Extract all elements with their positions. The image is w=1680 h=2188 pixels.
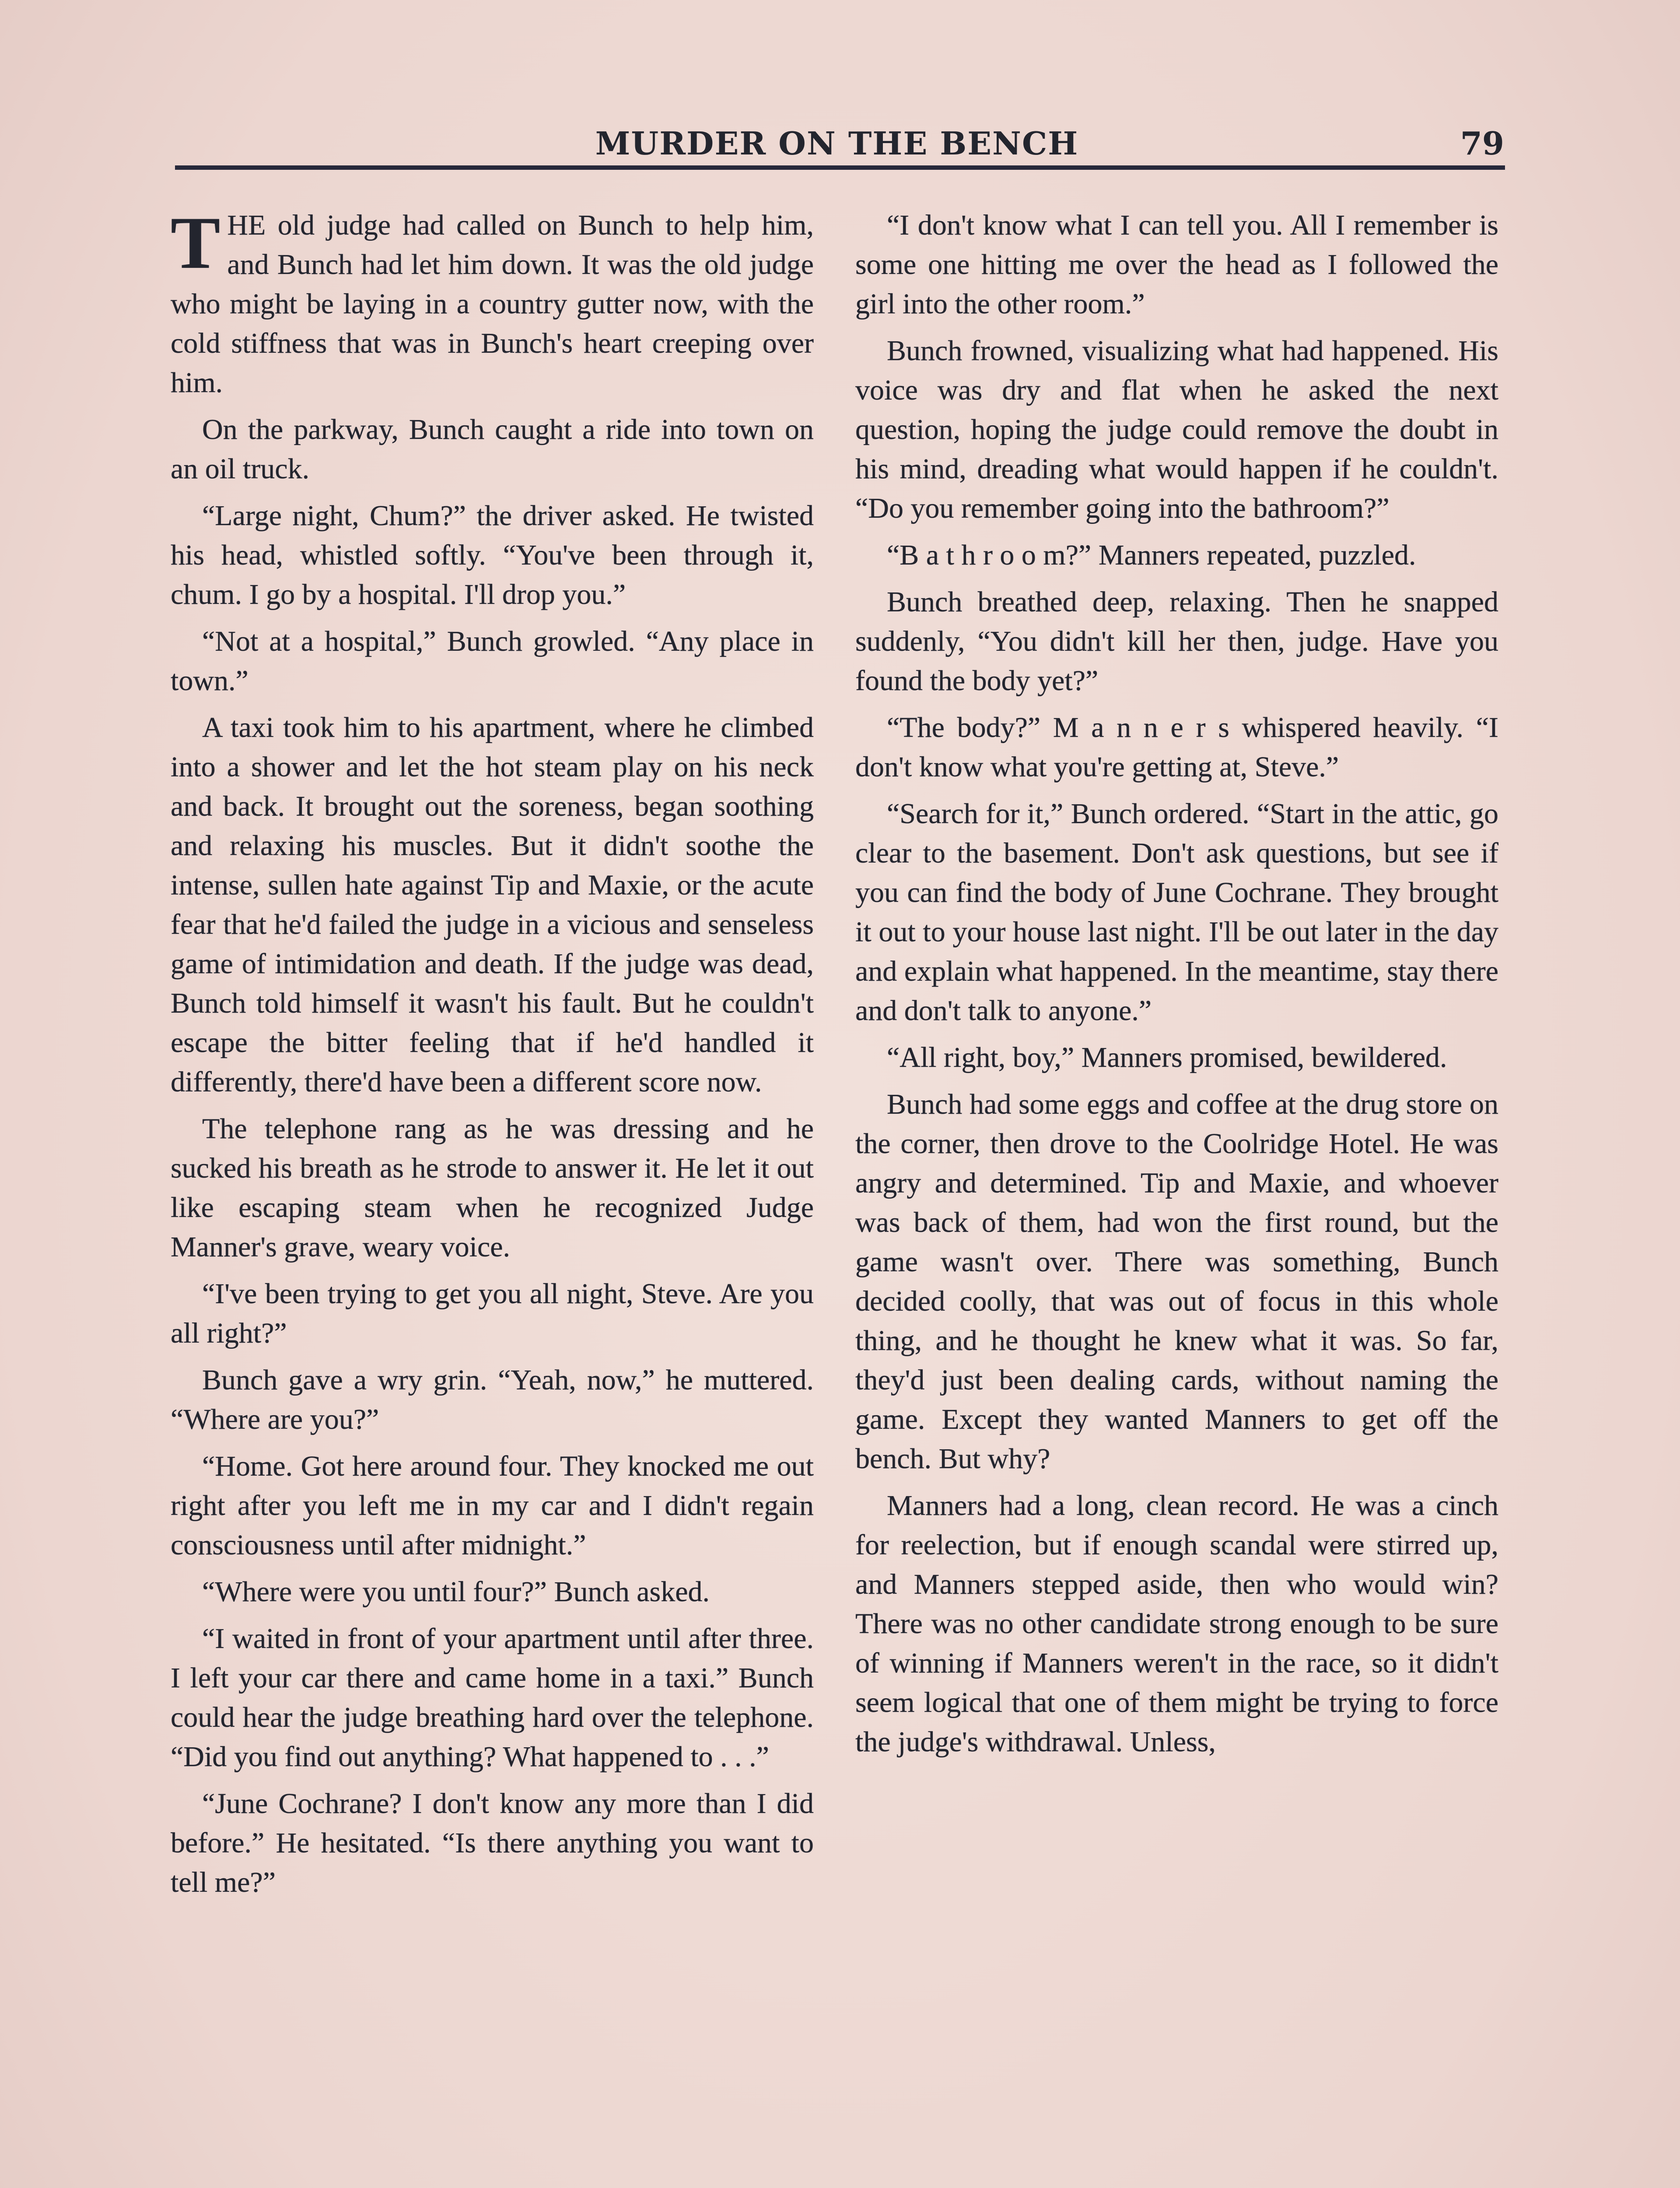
paragraph: “Search for it,” Bunch ordered. “Start in the attic, go clear to the basement. Don't ask questions, but see if you can find the body of June Cochrane. They brought it out to your house last night. I'll be out later in the day and explain what happened. In the meantime, stay there and don't talk to anyone.” <box>855 798 1498 1027</box>
opening-paragraph-text: HE old judge had called on Bunch to help him, and Bunch had let him down. It was the old judge who might be laying in a country gutter now, with the cold stiffness that was in Bunch's heart creeping over him. <box>171 209 814 399</box>
paragraph: “Where were you until four?” Bunch asked. <box>202 1576 710 1608</box>
paragraph: On the parkway, Bunch caught a ride into town on an oil truck. <box>171 414 814 485</box>
paragraph: The telephone rang as he was dressing and he sucked his breath as he strode to answer it. He let it out like escaping steam when he recognized Judge Manner's grave, weary voice. <box>171 1113 814 1263</box>
paragraph: “I don't know what I can tell you. All I remember is some one hitting me over the head as I followed the girl into the other room.” <box>855 209 1498 320</box>
paragraph: “Large night, Chum?” the driver asked. He twisted his head, whistled softly. “You've been through it, chum. I go by a hospital. I'll drop you.” <box>171 500 814 610</box>
paragraph: “I waited in front of your apartment until after three. I left your car there and came home in a taxi.” Bunch could hear the judge breathing hard over the telephone. “Did you find out anything? What happened to . . .” <box>171 1623 814 1773</box>
paragraph: Bunch gave a wry grin. “Yeah, now,” he muttered. “Where are you?” <box>171 1364 814 1435</box>
paragraph: “Home. Got here around four. They knocked me out right after you left me in my car and I didn't regain consciousness until after midnight.” <box>171 1450 814 1561</box>
right-column <box>855 206 1498 1769</box>
paragraph: “The body?” M a n n e r s whispered heavily. “I don't know what you're getting at, Steve.” <box>855 712 1498 783</box>
page-number: 79 <box>1460 125 1504 162</box>
paragraph: “B a t h r o o m?” Manners repeated, puzzled. <box>887 539 1416 571</box>
running-header <box>170 125 1504 164</box>
running-title: MURDER ON THE BENCH <box>595 125 1079 162</box>
paragraph: Bunch frowned, visualizing what had happened. His voice was dry and flat when he asked the next question, hoping the judge could remove the doubt in his mind, dreading what would happen if he couldn't. “Do you remember going into the bathroom?” <box>855 335 1498 524</box>
paragraph: “Not at a hospital,” Bunch growled. “Any place in town.” <box>171 625 814 697</box>
paragraph: Bunch had some eggs and coffee at the drug store on the corner, then drove to the Coolridge Hotel. He was angry and determined. Tip and Maxie, and whoever was back of them, had won the first round, but the game wasn't over. There was something, Bunch decided coolly, that was out of focus in this whole thing, and he thought he knew what it was. So far, they'd just been dealing cards, without naming the game. Except they wanted Manners to get off the bench. But why? <box>855 1088 1498 1475</box>
paragraph: “June Cochrane? I don't know any more than I did before.” He hesitated. “Is there anything you want to tell me?” <box>171 1788 814 1898</box>
drop-cap: T <box>171 202 220 284</box>
header-rule <box>175 165 1505 170</box>
paragraph: Bunch breathed deep, relaxing. Then he snapped suddenly, “You didn't kill her then, judge. Have you found the body yet?” <box>855 586 1498 697</box>
paragraph: “All right, boy,” Manners promised, bewildered. <box>887 1041 1447 1073</box>
paragraph: “I've been trying to get you all night, Steve. Are you all right?” <box>171 1278 814 1349</box>
left-column <box>171 202 814 1910</box>
paragraph: Manners had a long, clean record. He was a cinch for reelection, but if enough scandal were stirred up, and Manners stepped aside, then who would win? There was no other candidate strong enough to be sure of winning if Manners weren't in the race, so it didn't seem logical that one of them might be trying to force the judge's withdrawal. Unless, <box>855 1490 1498 1758</box>
opening-paragraph <box>171 202 814 403</box>
paragraph: A taxi took him to his apartment, where he climbed into a shower and let the hot steam play on his neck and back. It brought out the soreness, began soothing and relaxing his muscles. But it didn't soothe the intense, sullen hate against Tip and Maxie, or the acute fear that he'd failed the judge in a vicious and senseless game of intimidation and death. If the judge was dead, Bunch told himself it wasn't his fault. But he couldn't escape the bitter feeling that if he'd handled it differently, there'd have been a different score now. <box>171 712 814 1098</box>
